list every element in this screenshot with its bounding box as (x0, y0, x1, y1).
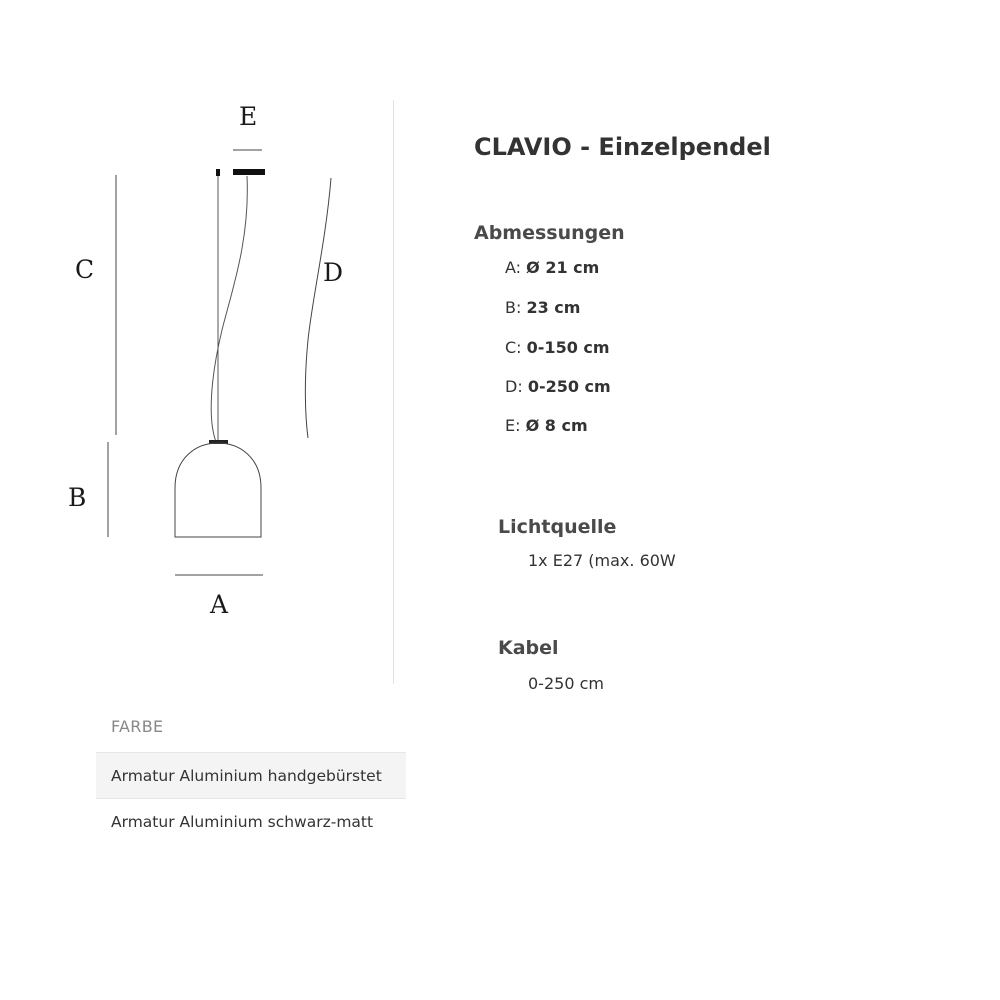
dimension-label-a: A (210, 590, 229, 619)
dimension-key: C: (505, 338, 522, 357)
dimension-label-b: B (68, 483, 87, 512)
lamp-dimension-diagram (0, 0, 400, 700)
product-title: CLAVIO - Einzelpendel (474, 133, 771, 161)
color-label: FARBE (111, 717, 164, 736)
dimension-key: A: (505, 258, 522, 277)
light-source-value: 1x E27 (max. 60W (528, 551, 676, 570)
dimension-row-e (505, 416, 588, 435)
dimension-line-d (305, 178, 331, 438)
dimension-value: Ø 21 cm (526, 258, 600, 277)
color-options-list (96, 752, 406, 844)
cable-anchor (216, 169, 220, 176)
dimension-label-d: D (323, 258, 344, 287)
color-option-black-matt[interactable]: Armatur Aluminium schwarz-matt (96, 798, 406, 844)
dimension-key: E: (505, 416, 521, 435)
dimension-row-c (505, 338, 610, 357)
cable-value: 0-250 cm (528, 674, 604, 693)
ceiling-canopy (233, 169, 265, 175)
dimension-key: D: (505, 377, 523, 396)
dimension-row-b (505, 298, 580, 317)
dimension-row-a (505, 258, 599, 277)
dimension-value: 0-250 cm (527, 377, 611, 396)
lamp-shade (175, 443, 261, 537)
cable-heading: Kabel (498, 637, 559, 659)
dimension-value: Ø 8 cm (525, 416, 588, 435)
dimension-label-c: C (75, 255, 95, 284)
column-divider (393, 100, 394, 684)
dimension-label-e: E (239, 102, 258, 131)
dimension-value: 23 cm (526, 298, 581, 317)
color-option-brushed[interactable]: Armatur Aluminium handgebürstet (96, 752, 406, 798)
dimensions-heading: Abmessungen (474, 222, 625, 244)
light-source-heading: Lichtquelle (498, 516, 617, 538)
power-cable (211, 176, 247, 442)
dimension-row-d (505, 377, 611, 396)
dimension-value: 0-150 cm (526, 338, 610, 357)
dimension-key: B: (505, 298, 522, 317)
